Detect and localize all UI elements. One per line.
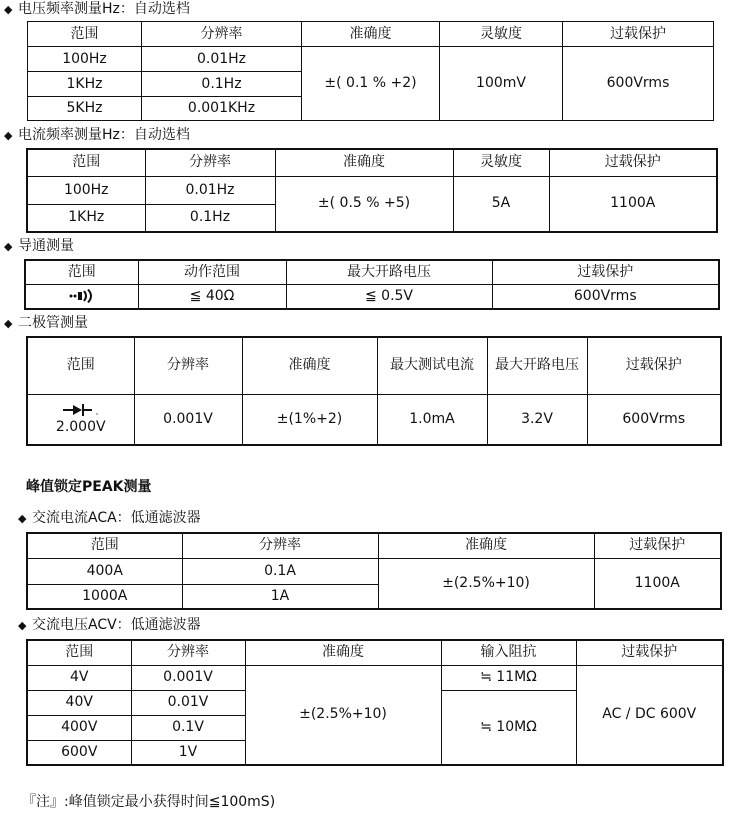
- table-header-row: [27, 533, 721, 558]
- diamond-bullet-icon: ◆: [4, 240, 13, 253]
- buzzer-icon: [68, 289, 96, 303]
- max-open-voltage-cell: ≦ 0.5V: [286, 284, 492, 309]
- accuracy-cell: ±( 0.1 % +2): [302, 47, 440, 121]
- accuracy-cell: ±(1%+2): [242, 394, 377, 445]
- diamond-bullet-icon: ◆: [4, 317, 13, 330]
- sensitivity-cell: 5A: [453, 176, 549, 232]
- range-cell: 40V: [27, 690, 131, 715]
- overload-cell: AC / DC 600V: [576, 665, 723, 765]
- impedance-cell: ≒ 10MΩ: [441, 690, 576, 765]
- diamond-bullet-icon: ◆: [18, 512, 27, 525]
- current-freq-heading: [4, 126, 190, 145]
- max-test-current-cell: 1.0mA: [377, 394, 487, 445]
- range-cell: 1000A: [27, 584, 182, 609]
- diamond-bullet-icon: ◆: [18, 619, 27, 632]
- resolution-cell: 0.1Hz: [142, 72, 302, 97]
- overload-cell: 600Vrms: [492, 284, 719, 309]
- table-header-row: [27, 640, 723, 665]
- acv-title: 交流电压ACV：低通滤波器: [32, 617, 201, 633]
- continuity-heading: [4, 237, 74, 256]
- overload-cell: 1100A: [594, 558, 721, 609]
- header-cell: 分辨率: [142, 22, 302, 47]
- header-cell: 分辨率: [182, 533, 378, 558]
- diode-table: [26, 336, 722, 446]
- header-cell: 过载保护: [563, 22, 714, 47]
- acv-table: [26, 639, 724, 766]
- header-cell: 灵敏度: [440, 22, 563, 47]
- table-header-row: [28, 22, 714, 47]
- header-cell: 动作范围: [138, 260, 286, 284]
- header-cell: 范围: [28, 22, 142, 47]
- range-cell: [27, 394, 134, 445]
- header-cell: 准确度: [302, 22, 440, 47]
- overload-cell: 600Vrms: [563, 47, 714, 121]
- range-cell: 1KHz: [27, 204, 145, 232]
- table-header-row: [27, 337, 721, 394]
- table-header-row: [27, 149, 717, 176]
- range-cell: 1KHz: [28, 72, 142, 97]
- resolution-cell: 0.1V: [131, 715, 245, 740]
- header-cell: 灵敏度: [453, 149, 549, 176]
- resolution-cell: 0.01Hz: [142, 47, 302, 72]
- header-cell: 过载保护: [587, 337, 721, 394]
- footnote: 『注』:峰值锁定最小获得时间≦100mS): [22, 794, 276, 810]
- impedance-cell: ≒ 11MΩ: [441, 665, 576, 690]
- resolution-cell: 0.1Hz: [145, 204, 275, 232]
- header-cell: 范围: [27, 149, 145, 176]
- header-cell: 准确度: [378, 533, 594, 558]
- table-row: [27, 394, 721, 445]
- accuracy-cell: ±( 0.5 % +5): [275, 176, 453, 232]
- header-cell: 分辨率: [131, 640, 245, 665]
- current-freq-title: 电流频率测量Hz：自动选档: [18, 127, 190, 143]
- table-row: [27, 176, 717, 204]
- header-cell: 过载保护: [492, 260, 719, 284]
- acv-heading: [18, 616, 201, 635]
- range-cell: 400V: [27, 715, 131, 740]
- range-cell: 400A: [27, 558, 182, 584]
- accuracy-cell: ±(2.5%+10): [245, 665, 441, 765]
- diamond-bullet-icon: ◆: [4, 3, 13, 16]
- range-cell: [25, 284, 138, 309]
- header-cell: 过载保护: [576, 640, 723, 665]
- overload-cell: 1100A: [549, 176, 717, 232]
- header-cell: 范围: [25, 260, 138, 284]
- sensitivity-cell: 100mV: [440, 47, 563, 121]
- header-cell: 范围: [27, 533, 182, 558]
- accuracy-cell: ±(2.5%+10): [378, 558, 594, 609]
- overload-cell: 600Vrms: [587, 394, 721, 445]
- voltage-freq-table: [27, 21, 714, 121]
- diode-heading: [4, 314, 88, 333]
- diode-title: 二极管测量: [18, 315, 88, 331]
- aca-heading: [18, 509, 201, 528]
- current-freq-table: [26, 148, 718, 233]
- resolution-cell: 0.01V: [131, 690, 245, 715]
- header-cell: 最大开路电压: [487, 337, 587, 394]
- resolution-cell: 1V: [131, 740, 245, 765]
- range-cell: 4V: [27, 665, 131, 690]
- range-cell: 100Hz: [27, 176, 145, 204]
- header-cell: 过载保护: [549, 149, 717, 176]
- action-range-cell: ≦ 40Ω: [138, 284, 286, 309]
- diamond-bullet-icon: ◆: [4, 129, 13, 142]
- range-cell: 100Hz: [28, 47, 142, 72]
- voltage-freq-heading: [4, 0, 190, 19]
- resolution-cell: 0.001V: [134, 394, 242, 445]
- header-cell: 过载保护: [594, 533, 721, 558]
- peak-section-title: 峰值锁定PEAK测量: [26, 479, 152, 495]
- table-row: [27, 665, 723, 690]
- header-cell: 准确度: [242, 337, 377, 394]
- aca-table: [26, 532, 722, 610]
- table-header-row: [25, 260, 719, 284]
- table-row: [28, 47, 714, 72]
- diode-icon: [61, 403, 101, 417]
- table-row: [27, 558, 721, 584]
- range-cell: 600V: [27, 740, 131, 765]
- resolution-cell: 0.1A: [182, 558, 378, 584]
- header-cell: 范围: [27, 337, 134, 394]
- header-cell: 准确度: [275, 149, 453, 176]
- max-open-voltage-cell: 3.2V: [487, 394, 587, 445]
- resolution-cell: 0.01Hz: [145, 176, 275, 204]
- continuity-table: [24, 259, 720, 310]
- header-cell: 分辨率: [134, 337, 242, 394]
- resolution-cell: 0.001KHz: [142, 97, 302, 121]
- aca-title: 交流电流ACA：低通滤波器: [32, 510, 201, 526]
- header-cell: 分辨率: [145, 149, 275, 176]
- range-value: 2.000V: [55, 418, 106, 435]
- resolution-cell: 1A: [182, 584, 378, 609]
- range-cell: 5KHz: [28, 97, 142, 121]
- continuity-title: 导通测量: [18, 238, 74, 254]
- resolution-cell: 0.001V: [131, 665, 245, 690]
- table-row: [25, 284, 719, 309]
- header-cell: 最大测试电流: [377, 337, 487, 394]
- voltage-freq-title: 电压频率测量Hz：自动选档: [18, 1, 190, 17]
- header-cell: 输入阻抗: [441, 640, 576, 665]
- header-cell: 最大开路电压: [286, 260, 492, 284]
- header-cell: 准确度: [245, 640, 441, 665]
- header-cell: 范围: [27, 640, 131, 665]
